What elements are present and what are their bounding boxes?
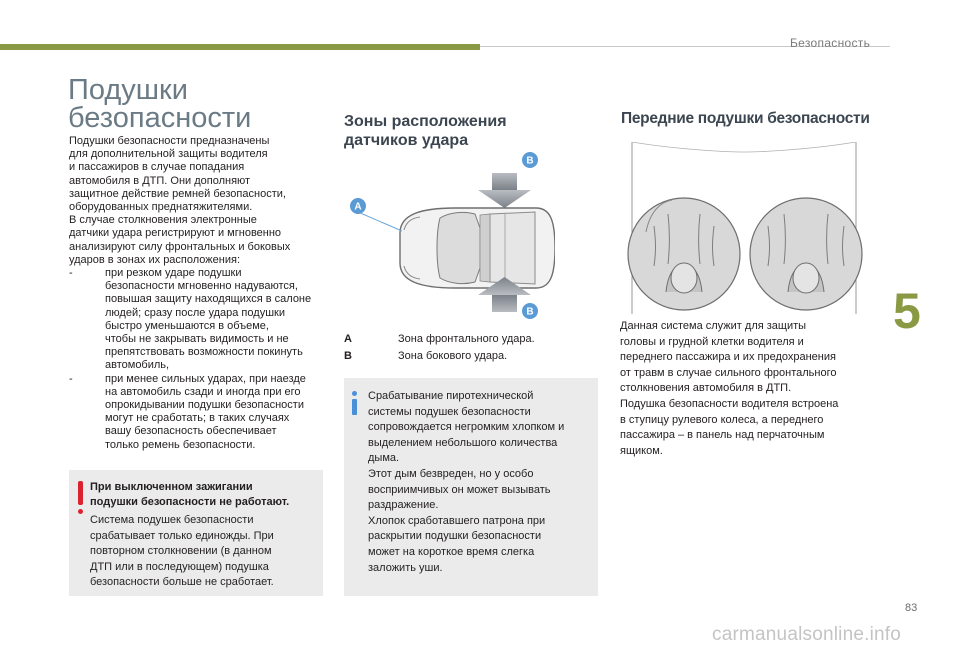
zone-label-a: A: [354, 201, 362, 213]
text-line: людей; сразу после удара подушки: [105, 306, 285, 319]
passenger-airbag: [750, 198, 862, 310]
legend-key: A: [344, 333, 352, 345]
warning-title: [90, 480, 318, 510]
side-zone-marker-bottom: [522, 303, 538, 319]
text-line: подушки безопасности не работают.: [90, 496, 290, 508]
text-line: на автомобиль сзади и иногда при его: [105, 385, 301, 398]
front-airbags-title: Передние подушки безопасности: [621, 110, 870, 127]
text-line: повторном столкновении (в данном: [90, 545, 272, 558]
text-line: оборудованных преднатяжителями.: [69, 201, 253, 214]
text-line: от травм в случае сильного фронтального: [620, 366, 837, 379]
text-line: может на короткое время слегка: [368, 545, 535, 558]
front-airbags-text: [620, 319, 878, 459]
text-line: датчики удара регистрируют и мгновенно: [69, 227, 282, 240]
legend-text: Зона бокового удара.: [398, 350, 508, 362]
text-line: срабатывает только единожды. При: [90, 529, 274, 542]
text-line: Срабатывание пиротехнической: [368, 390, 534, 402]
text-line: сопровождается негромким хлопком и: [368, 421, 565, 434]
sensor-zones-diagram: [340, 148, 555, 323]
warning-icon: [78, 481, 83, 505]
text-line: безопасности больше не сработает.: [90, 576, 274, 589]
text-line: выделением небольшого количества: [368, 436, 558, 449]
text-line: при резком ударе подушки: [105, 267, 242, 280]
page-title-line: безопасности: [68, 102, 252, 134]
zone-label-b: B: [526, 306, 534, 318]
text-line: автомобиля в ДТП. Они дополняют: [69, 174, 251, 187]
bullet-item: [69, 373, 327, 452]
text-line: могут не сработать; в таких случаях: [105, 412, 290, 425]
legend-text: Зона фронтального удара.: [398, 333, 535, 345]
text-line: переднего пассажира и их предохранения: [620, 351, 836, 364]
text-line: Подушка безопасности водителя встроена: [620, 397, 839, 410]
text-line: ДТП или в последующем) подушка: [90, 560, 269, 573]
car-top-view: [400, 208, 555, 288]
text-line: в ступицу рулевого колеса, а переднего: [620, 413, 824, 426]
info-box: [344, 378, 598, 596]
zone-label-b: B: [526, 155, 534, 167]
info-icon: [352, 391, 357, 396]
text-line: Система подушек безопасности: [90, 514, 254, 526]
bullet-marker: -: [69, 372, 73, 385]
page-title-line: Подушки: [68, 74, 188, 106]
warning-text: [90, 513, 318, 591]
text-line: ящиком.: [620, 444, 663, 457]
side-zone-marker-top: [522, 152, 538, 168]
front-airbags-illustration: [620, 142, 868, 314]
intro-paragraph: [69, 135, 327, 267]
page-number: 83: [905, 602, 918, 614]
text-line: заложить уши.: [368, 561, 443, 574]
intro-text: [69, 135, 327, 452]
text-line: и пассажиров в случае попадания: [69, 161, 245, 174]
text-line: Хлопок сработавшего патрона при: [368, 514, 546, 527]
chapter-number: 5: [893, 283, 921, 339]
sensor-zones-title: [344, 112, 507, 150]
text-line: восприимчивых он может вызывать: [368, 483, 551, 496]
info-text: [368, 389, 590, 576]
bullet-item: [69, 267, 327, 373]
text-line: чтобы не закрывать видимость и не: [105, 333, 289, 346]
header-accent-bar: [0, 44, 480, 50]
text-line: Этот дым безвреден, но у особо: [368, 467, 534, 480]
text-line: препятствовать возможности покинуть: [105, 346, 303, 359]
text-line: при менее сильных ударах, при наезде: [105, 372, 306, 385]
page-title: [68, 76, 251, 132]
bullet-marker: -: [69, 267, 73, 280]
driver-airbag: [628, 198, 740, 310]
text-line: повышая защиту находящихся в салоне: [105, 293, 312, 306]
frontal-zone-marker: [350, 198, 402, 231]
text-line: Данная система служит для защиты: [620, 320, 807, 332]
text-line: Подушки безопасности предназначены: [69, 135, 270, 147]
text-line: Зоны расположения: [344, 113, 507, 130]
text-line: раскрытии подушки безопасности: [368, 530, 542, 543]
text-line: автомобиль,: [105, 359, 170, 372]
text-line: безопасности мгновенно надуваются,: [105, 280, 298, 293]
text-line: При выключенном зажигании: [90, 481, 253, 493]
text-line: раздражение.: [368, 499, 439, 512]
text-line: головы и грудной клетки водителя и: [620, 335, 804, 348]
watermark: carmanualsonline.info: [712, 624, 902, 645]
text-line: защитное действие ремней безопасности,: [69, 187, 286, 200]
section-title: Безопасность: [790, 36, 871, 50]
warning-box: [69, 470, 323, 596]
text-line: опрокидывании подушки безопасности: [105, 399, 304, 412]
text-line: дыма.: [368, 452, 400, 465]
text-line: ударов в зонах их расположения:: [69, 253, 241, 266]
text-line: только ремень безопасности.: [105, 438, 256, 451]
text-line: вашу безопасность обеспечивает: [105, 425, 277, 438]
side-impact-arrow-top: [478, 173, 531, 208]
text-line: В случае столкновения электронные: [69, 214, 257, 227]
text-line: системы подушек безопасности: [368, 405, 531, 418]
text-line: датчиков удара: [344, 132, 469, 149]
legend-key: B: [344, 350, 352, 362]
text-line: пассажира – в панель над перчаточным: [620, 429, 825, 442]
text-line: для дополнительной защиты водителя: [69, 148, 268, 161]
text-line: столкновения автомобиля в ДТП.: [620, 382, 792, 395]
text-line: анализируют силу фронтальных и боковых: [69, 240, 291, 253]
text-line: быстро уменьшаются в объеме,: [105, 319, 269, 332]
